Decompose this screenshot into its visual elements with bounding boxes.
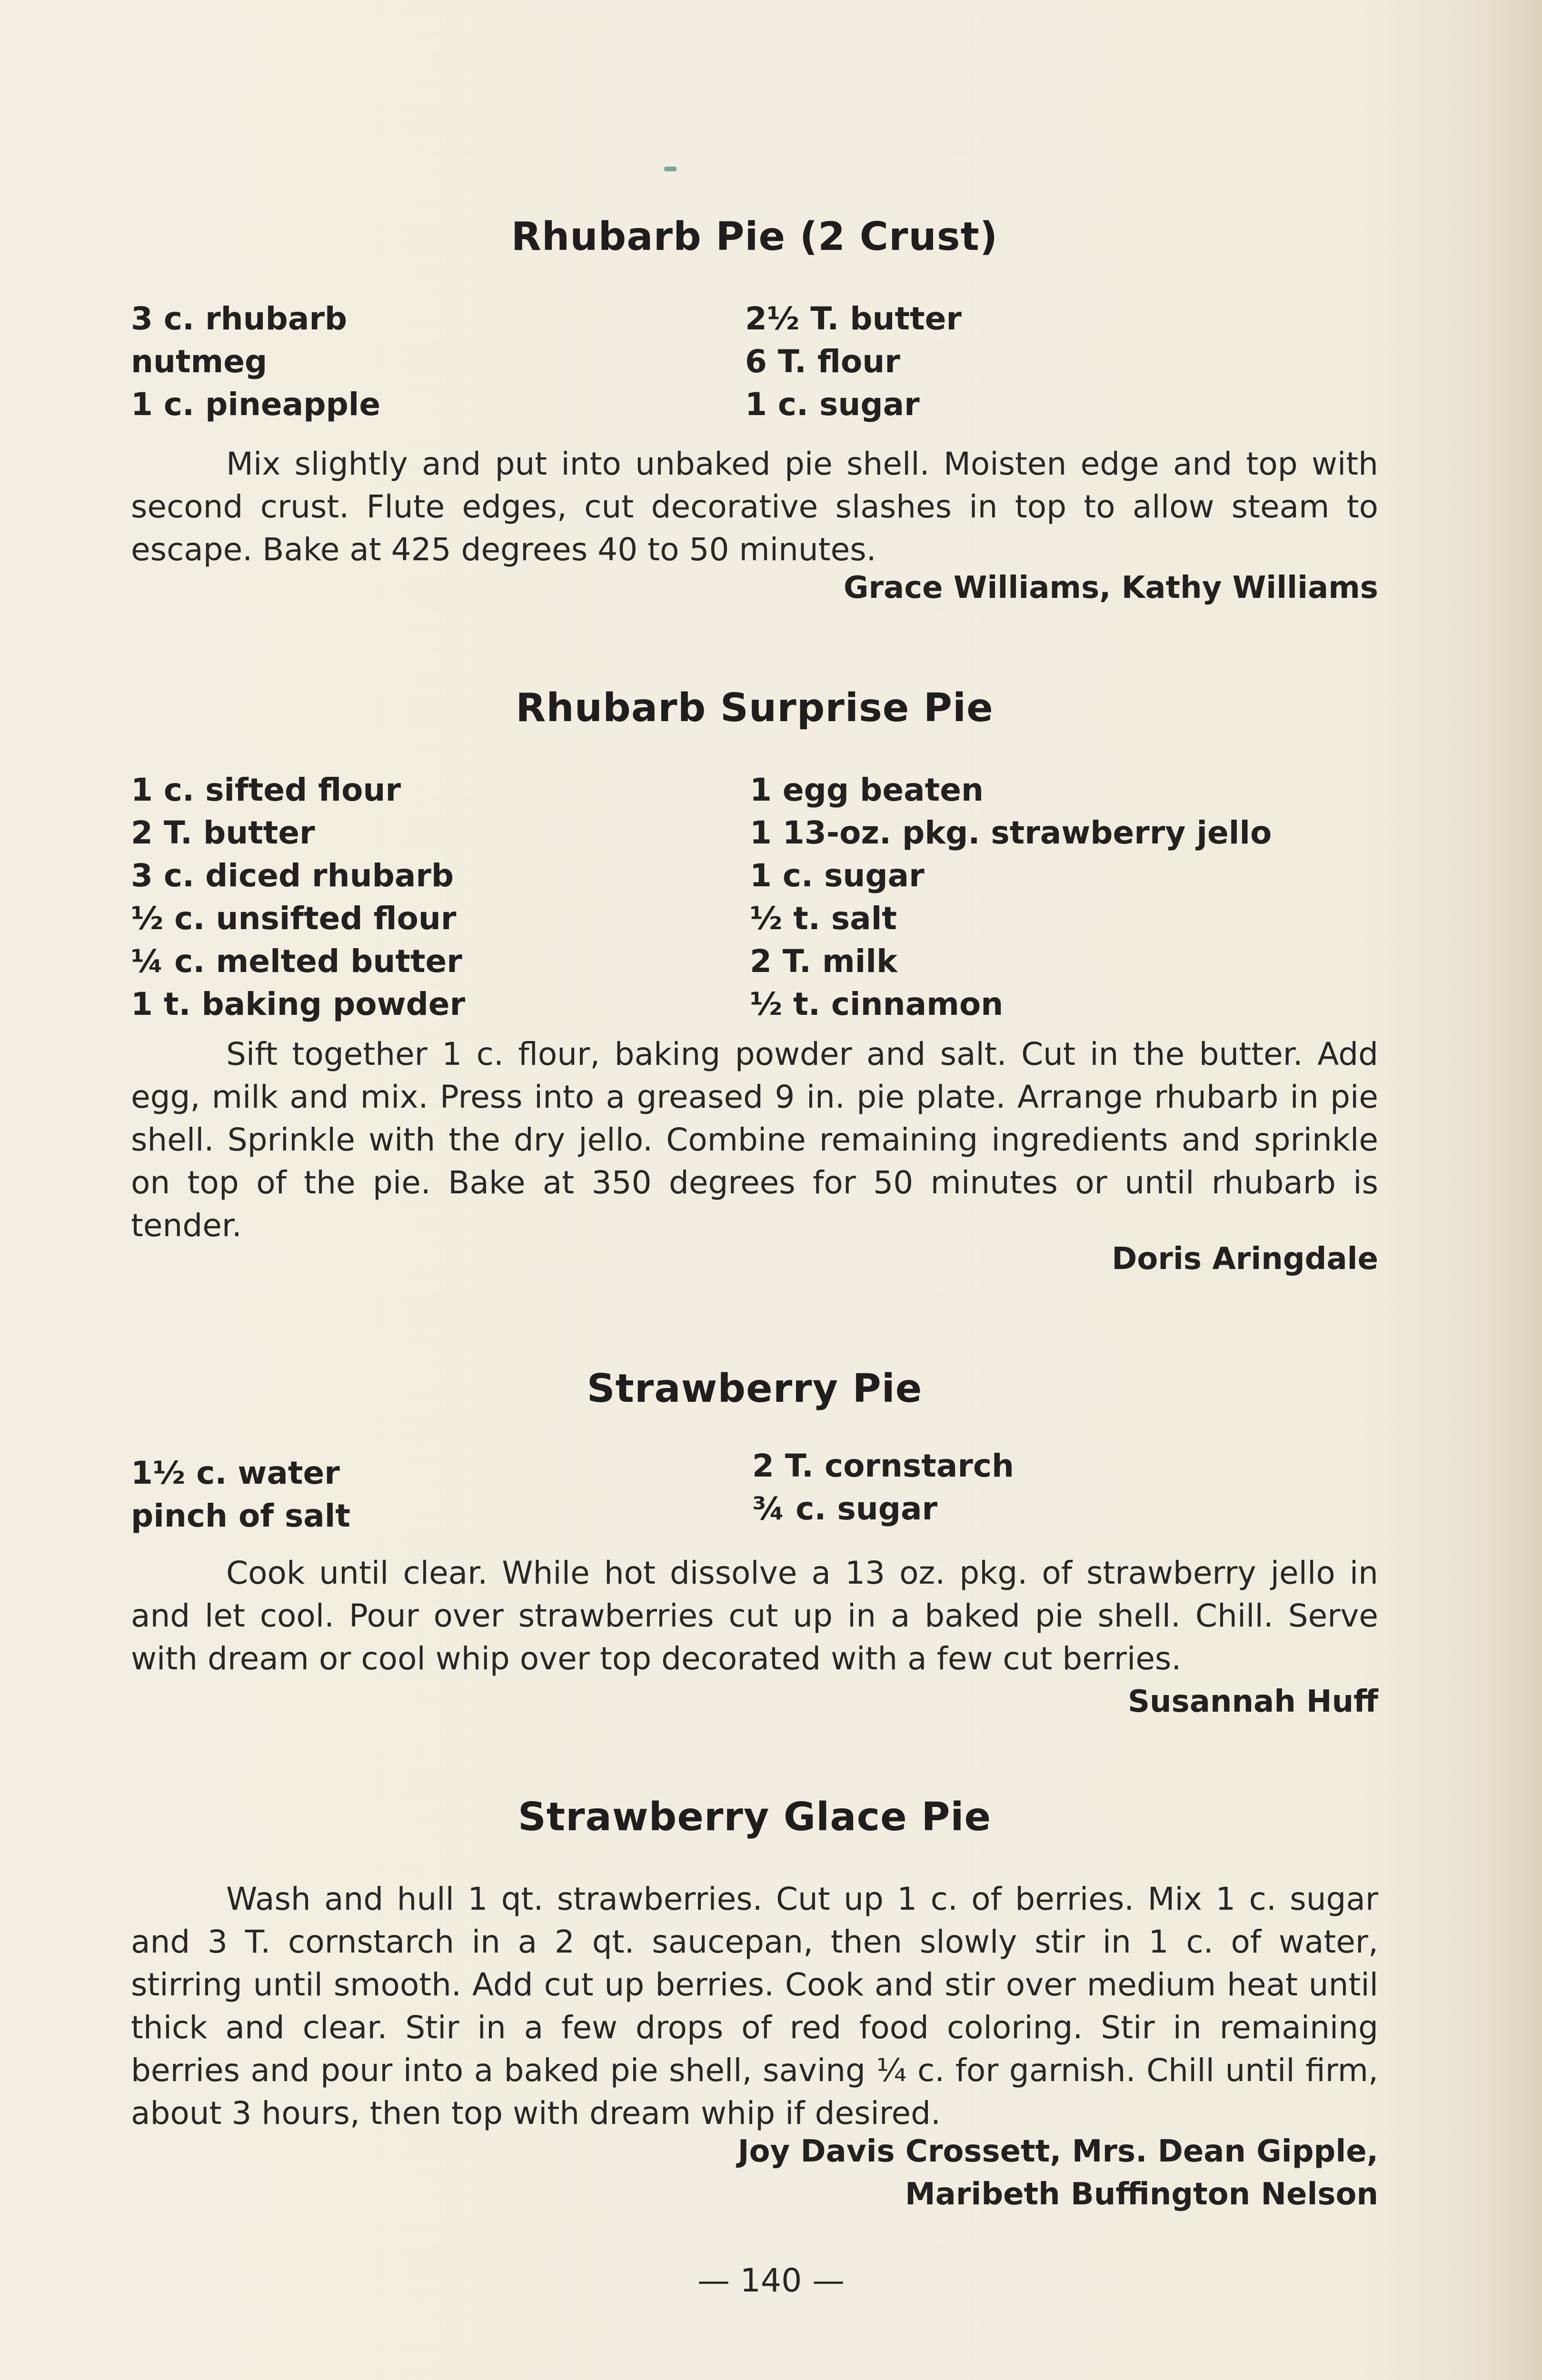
recipe-title: Rhubarb Surprise Pie bbox=[516, 685, 994, 731]
ingredient: 1 egg beaten bbox=[750, 772, 984, 808]
ingredient: ¾ c. sugar bbox=[752, 1490, 938, 1527]
ingredient: 6 T. flour bbox=[745, 343, 900, 380]
ingredients-right bbox=[745, 298, 962, 426]
recipe-directions: Wash and hull 1 qt. strawberries. Cut up 1 c. of berries. Mix 1 c. sugar and 3 T. cornstarch in a 2 qt. saucepan, then slowly stir in 1 c. of water, stirring until smooth. Add cut up berries. Cook and stir over medium heat until thick and clear. Stir in a few drops of red food coloring. Stir in remaining berries and pour into a baked pie shell, saving ¼ c. for garnish. Chill until firm, about 3 hours, then top with dream whip if desired. bbox=[131, 1881, 1378, 2132]
ingredients-right bbox=[752, 1445, 1014, 1530]
ingredients-left bbox=[131, 1452, 350, 1537]
recipe-author-line: Joy Davis Crossett, Mrs. Dean Gipple, bbox=[737, 2134, 1378, 2169]
ingredient: 2½ T. butter bbox=[745, 300, 962, 337]
ingredient: ¼ c. melted butter bbox=[131, 943, 462, 980]
ingredient: 1 c. sugar bbox=[750, 857, 925, 894]
recipe-title: Strawberry Pie bbox=[587, 1366, 923, 1411]
ingredients-left bbox=[131, 769, 465, 1026]
recipe-author-line: Maribeth Buffington Nelson bbox=[905, 2177, 1378, 2212]
recipe-title: Rhubarb Pie (2 Crust) bbox=[511, 214, 998, 259]
ingredient: 2 T. butter bbox=[131, 814, 315, 851]
ingredient: ½ t. cinnamon bbox=[750, 986, 1004, 1022]
page-number: — 140 — bbox=[697, 2262, 845, 2300]
ingredient: 3 c. diced rhubarb bbox=[131, 857, 454, 894]
ingredient: 1 13-oz. pkg. strawberry jello bbox=[750, 814, 1272, 851]
ingredients-left bbox=[131, 298, 380, 426]
ingredient: 1 c. sifted flour bbox=[131, 772, 401, 808]
ingredient: 1 c. sugar bbox=[745, 386, 920, 423]
recipe-author: Doris Aringdale bbox=[1112, 1241, 1378, 1277]
ingredient: pinch of salt bbox=[131, 1497, 350, 1534]
recipe-title: Strawberry Glace Pie bbox=[517, 1795, 992, 1840]
ingredient: 2 T. cornstarch bbox=[752, 1448, 1014, 1484]
ingredient: 1 t. baking powder bbox=[131, 986, 466, 1022]
ingredient: 3 c. rhubarb bbox=[131, 300, 348, 337]
recipe-directions: Mix slightly and put into unbaked pie shell. Moisten edge and top with second crust. Flute edges, cut decorative slashes in top to allow steam to escape. Bake at 425 degrees 40 to 50 minutes. bbox=[131, 446, 1378, 568]
ingredient: ½ t. salt bbox=[750, 900, 897, 937]
recipe-directions: Cook until clear. While hot dissolve a 13 oz. pkg. of strawberry jello in and let cool. Pour over strawberries cut up in a baked pie shell. Chill. Serve with dream or cool whip over top decorated with a few cut berries. bbox=[131, 1555, 1378, 1677]
ink-speck bbox=[664, 167, 676, 171]
ingredient: 1½ c. water bbox=[131, 1455, 340, 1491]
ingredients-right bbox=[750, 769, 1272, 1026]
ingredient: ½ c. unsifted flour bbox=[131, 900, 457, 937]
recipe-author: Susannah Huff bbox=[1127, 1684, 1378, 1719]
ingredient: 2 T. milk bbox=[750, 943, 897, 980]
ingredient: nutmeg bbox=[131, 343, 268, 380]
recipe-directions: Sift together 1 c. flour, baking powder and salt. Cut in the butter. Add egg, milk and mix. Press into a greased 9 in. pie plate. Arrange rhubarb in pie shell. Sprinkle with the dry jello. Combine remaining ingredients and sprinkle on top of the pie. Bake at 350 degrees for 50 minutes or until rhubarb is tender. bbox=[131, 1036, 1378, 1244]
recipe-author: Grace Williams, Kathy Williams bbox=[843, 570, 1378, 605]
ingredient: 1 c. pineapple bbox=[131, 386, 381, 423]
